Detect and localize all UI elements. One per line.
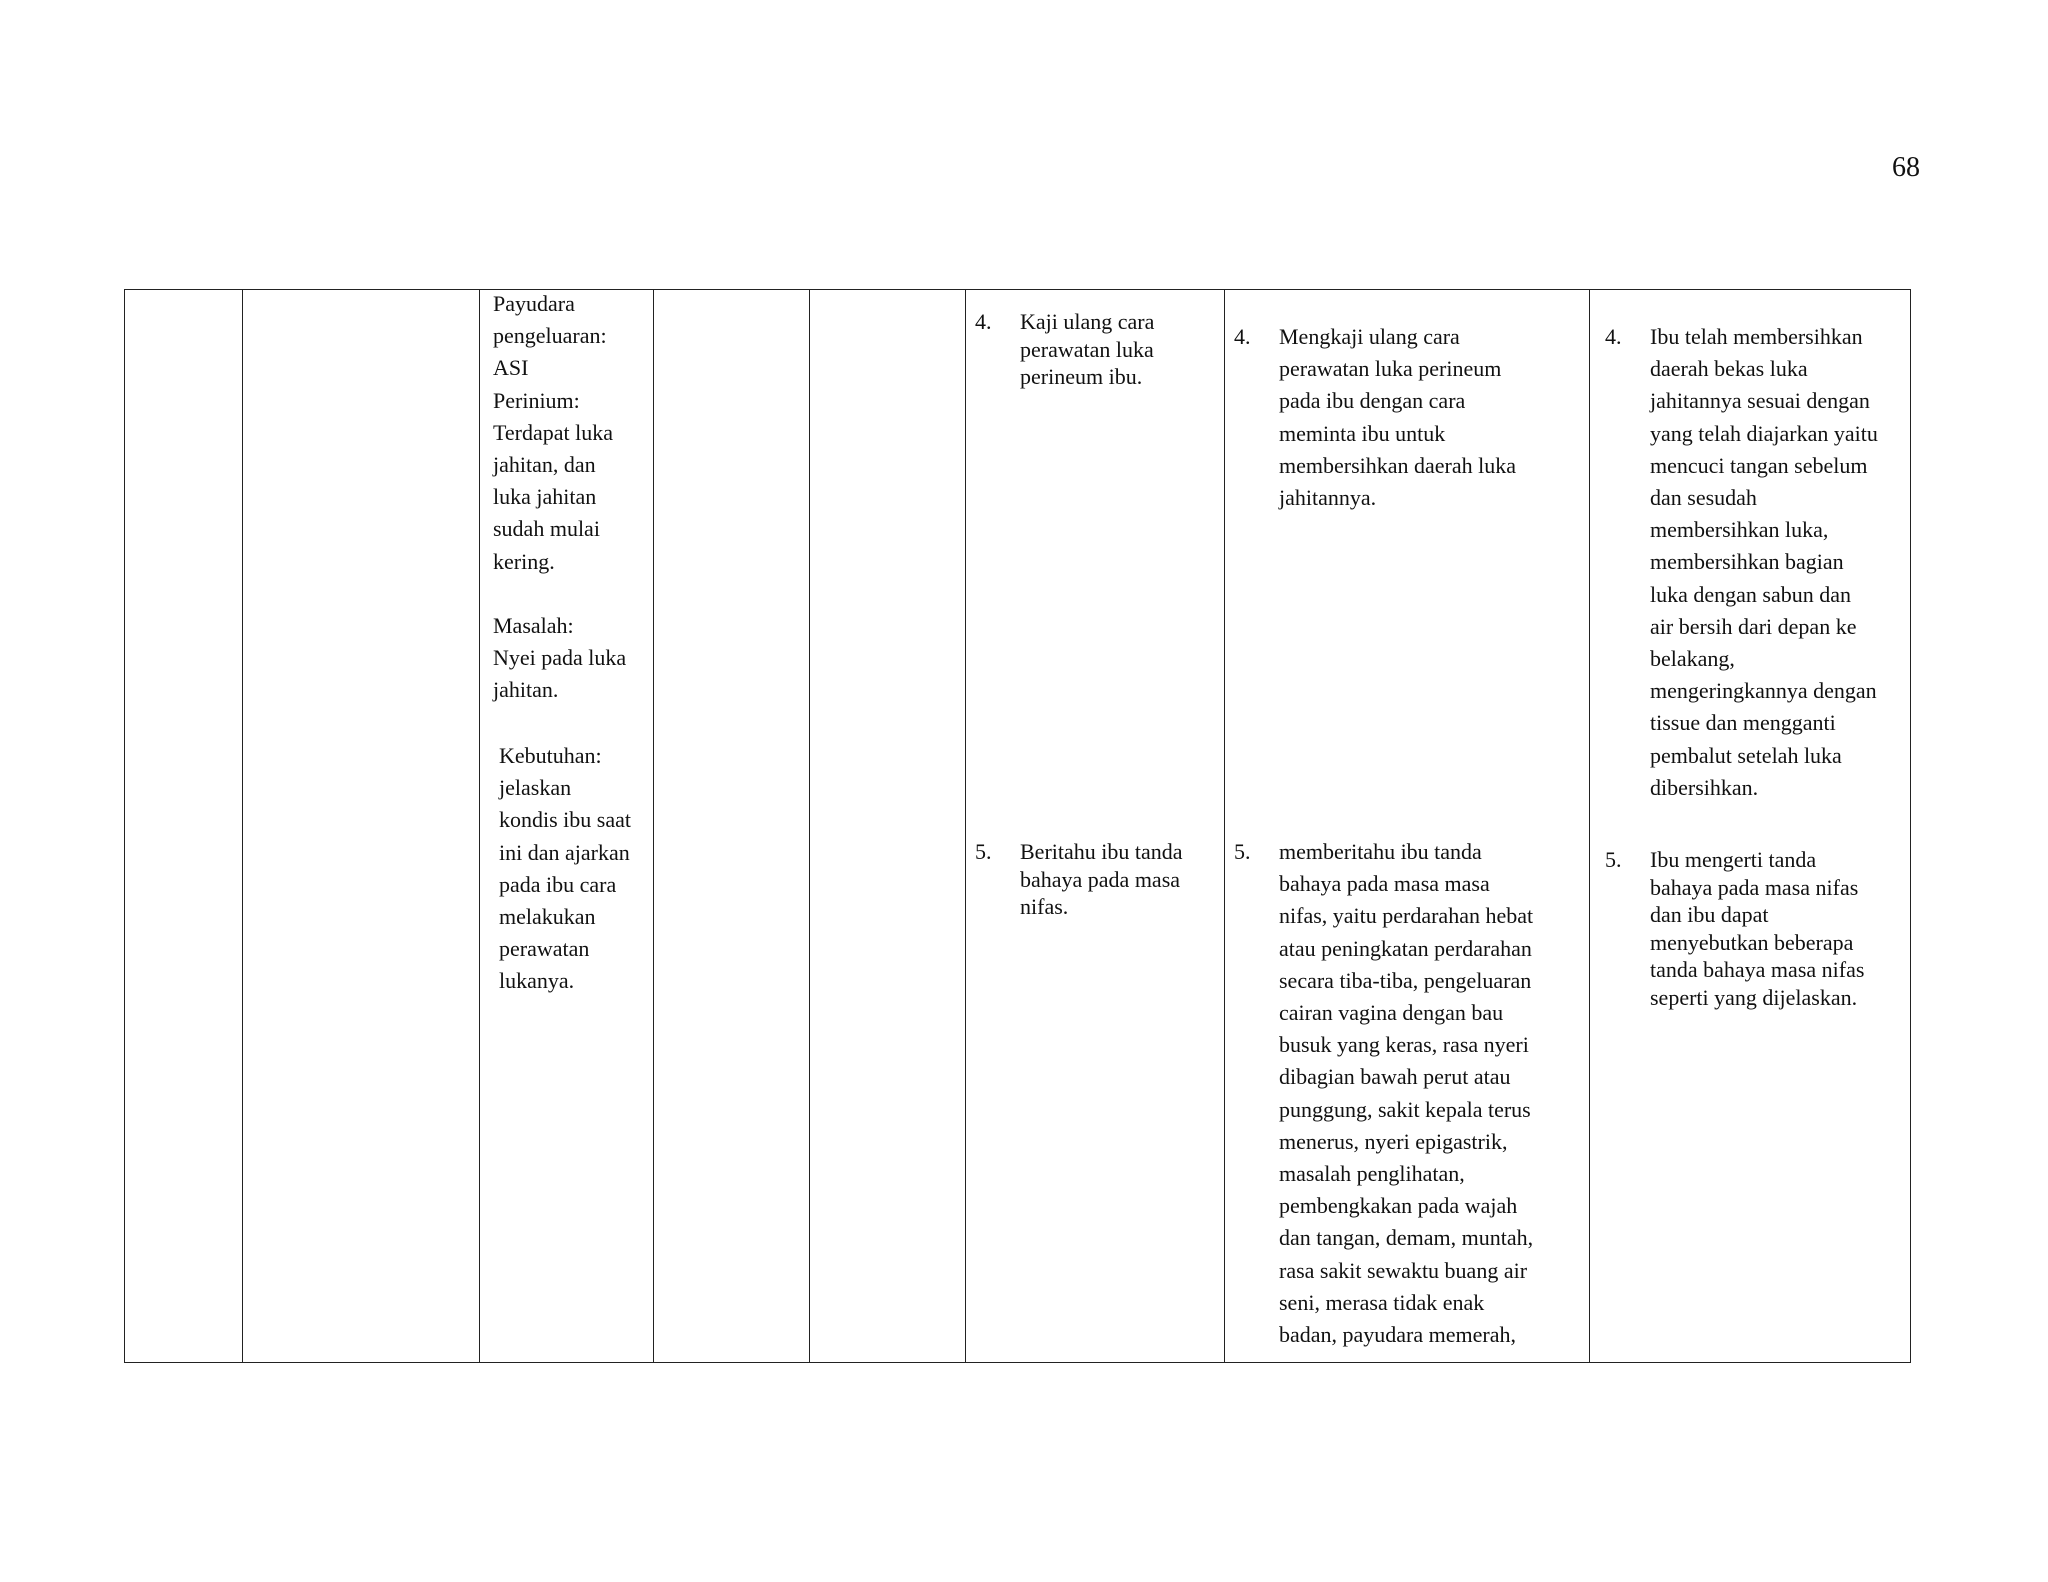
text-line: atau peningkatan perdarahan	[1279, 935, 1532, 961]
text-line: mencuci tangan sebelum	[1650, 452, 1868, 478]
text-line: badan, payudara memerah,	[1279, 1322, 1516, 1348]
item-number: 5.	[975, 839, 992, 864]
column-divider	[1224, 290, 1225, 1362]
text-line: mengeringkannya dengan	[1650, 678, 1877, 704]
text-line: meminta ibu untuk	[1279, 420, 1446, 446]
text-line: Payudara	[493, 291, 575, 316]
text-line: nifas.	[1020, 894, 1069, 919]
text-line: lukanya.	[499, 968, 575, 994]
text-line: Perinium:	[493, 387, 580, 413]
text-line: dan ibu dapat	[1650, 902, 1769, 927]
text-line: membersihkan luka,	[1650, 517, 1829, 543]
text-line: tanda bahaya masa nifas	[1650, 957, 1865, 982]
page-number: 68	[1892, 152, 1920, 183]
text-line: sudah mulai	[493, 516, 600, 542]
text-line: kondis ibu saat	[499, 807, 631, 833]
text-line: yang telah diajarkan yaitu	[1650, 420, 1878, 446]
text-line: jahitannya sesuai dengan	[1650, 388, 1870, 414]
text-line: jelaskan	[499, 775, 572, 801]
text-line: pada ibu dengan cara	[1279, 388, 1466, 414]
text-line: menerus, nyeri epigastrik,	[1279, 1128, 1508, 1154]
text-line: membersihkan bagian	[1650, 549, 1844, 575]
text-line: seni, merasa tidak enak	[1279, 1289, 1485, 1315]
text-line: seperti yang dijelaskan.	[1650, 984, 1858, 1010]
text-line: luka dengan sabun dan	[1650, 581, 1851, 607]
text-line: ASI	[493, 355, 529, 381]
text-line: dibersihkan.	[1650, 774, 1759, 800]
text-line: jahitannya.	[1279, 485, 1377, 511]
text-line: pembengkakan pada wajah	[1279, 1193, 1518, 1219]
text-line: tissue dan mengganti	[1650, 710, 1836, 736]
text-line: masalah penglihatan,	[1279, 1161, 1465, 1187]
text-line: jahitan, dan	[493, 452, 596, 478]
text-line: punggung, sakit kepala terus	[1279, 1096, 1531, 1122]
data-paragraph-needs	[499, 740, 631, 998]
text-line: membersihkan daerah luka	[1279, 452, 1517, 478]
text-line: luka jahitan	[493, 484, 597, 510]
text-line: pada ibu cara	[499, 871, 617, 897]
text-line: cairan vagina dengan bau	[1279, 1000, 1504, 1026]
column-divider	[653, 290, 654, 1362]
text-line: perineum ibu.	[1020, 364, 1143, 389]
text-line: busuk yang keras, rasa nyeri	[1279, 1032, 1529, 1058]
text-line: Ibu mengerti tanda	[1650, 847, 1817, 872]
text-line: daerah bekas luka	[1650, 356, 1808, 382]
text-line: bahaya pada masa nifas	[1650, 874, 1859, 900]
text-line: ini dan ajarkan	[499, 839, 630, 865]
text-line: pembalut setelah luka	[1650, 742, 1842, 768]
item-number: 5.	[1234, 839, 1251, 864]
text-line: pengeluaran:	[493, 323, 607, 349]
column-divider	[479, 290, 480, 1362]
text-line: Terdapat luka	[493, 419, 614, 445]
column-divider	[1589, 290, 1590, 1362]
text-line: bahaya pada masa	[1020, 866, 1181, 892]
text-line: Beritahu ibu tanda	[1020, 839, 1183, 864]
care-plan-table	[124, 289, 1911, 1363]
item-number: 4.	[1234, 324, 1251, 349]
text-line: dibagian bawah perut atau	[1279, 1064, 1511, 1090]
column-divider	[809, 290, 810, 1362]
text-line: Ibu telah membersihkan	[1650, 324, 1863, 349]
text-line: Kebutuhan:	[499, 743, 602, 768]
text-line: Masalah:	[493, 613, 574, 638]
text-line: dan tangan, demam, muntah,	[1279, 1225, 1534, 1251]
item-number: 4.	[975, 309, 992, 334]
text-line: air bersih dari depan ke	[1650, 613, 1857, 639]
text-line: Nyei pada luka	[493, 645, 627, 671]
text-line: dan sesudah	[1650, 485, 1757, 511]
text-line: secara tiba-tiba, pengeluaran	[1279, 967, 1532, 993]
column-divider	[242, 290, 243, 1362]
data-paragraph-problem	[493, 610, 626, 707]
text-line: melakukan	[499, 904, 596, 930]
item-number: 4.	[1605, 324, 1622, 349]
item-number: 5.	[1605, 847, 1622, 872]
text-line: memberitahu ibu tanda	[1279, 839, 1482, 864]
text-line: bahaya pada masa masa	[1279, 871, 1490, 897]
text-line: perawatan	[499, 936, 590, 962]
text-line: nifas, yaitu perdarahan hebat	[1279, 903, 1534, 929]
text-line: rasa sakit sewaktu buang air	[1279, 1257, 1528, 1283]
text-line: Kaji ulang cara	[1020, 309, 1155, 334]
data-paragraph-findings	[493, 288, 613, 578]
text-line: perawatan luka perineum	[1279, 356, 1502, 382]
text-line: perawatan luka	[1020, 336, 1154, 362]
text-line: Mengkaji ulang cara	[1279, 324, 1460, 349]
text-line: menyebutkan beberapa	[1650, 929, 1854, 955]
text-line: belakang,	[1650, 646, 1735, 672]
text-line: jahitan.	[493, 677, 559, 703]
text-line: kering.	[493, 548, 555, 574]
column-divider	[965, 290, 966, 1362]
